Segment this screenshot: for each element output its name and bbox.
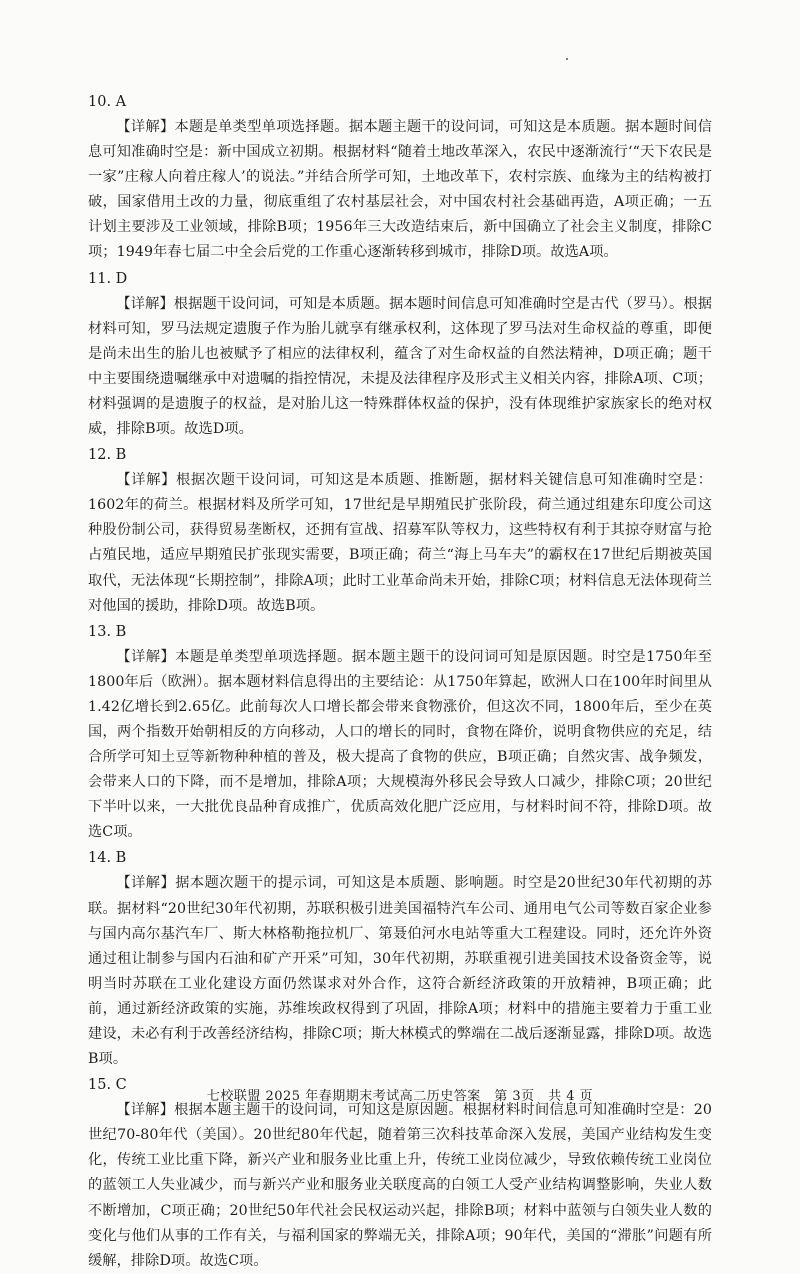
question-number: 12. B <box>88 447 127 464</box>
question-block <box>88 89 712 266</box>
question-number: 10. A <box>88 94 127 110</box>
page-footer: 七校联盟 2025 年春期期末考试高二历史答案 第 3页 共 4 页 <box>206 1089 594 1104</box>
question-number: 11. D <box>88 270 128 287</box>
question-block <box>88 442 712 619</box>
question-explanation: 【详解】本题是单类型单项选择题。据本题主题干的设问词可知是原因题。时空是1750年至1800年后（欧洲）。据本题材料信息得出的主要结论：从1750年算起，欧洲人口在100年时间里从1.42亿增长到2.65亿。此前每次人口增长都会带来食物涨价，但这次不同，1800年后，至少在英国，两个指数开始朝相反的方向移动，人口的增长的同时，食物在降价，说明食物供应的充足，结合所学可知土豆等新物种种植的普及，极大提高了食物的供应，B项正确；自然灾害、战争频发，会带来人口的下降，而不是增加，排除A项；大规模海外移民会导致人口减少，排除C项；20世纪下半叶以来，一大批优良品种育成推广，优质高效化肥广泛应用，与材料时间不符，排除D项。故选C项。 <box>88 648 712 841</box>
question-explanation: 【详解】本题是单类型单项选择题。据本题主题干的设问词，可知这是本质题。据本题时间信息可知准确时空是：新中国成立初期。根据材料“随着土地改革深入，农民中逐渐流行‘“天下农民是一家”庄稼人向着庄稼人’的说法。”并结合所学可知，土地改革下，农村宗族、血缘为主的结构被打破，国家借用土改的力量，彻底重组了农村基层社会，对中国农村社会基础再造，A项正确；一五计划主要涉及工业领域，排除B项；1956年三大改造结束后，新中国确立了社会主义制度，排除C项；1949年春七届二中全会后党的工作重心逐渐转移到城市，排除D项。故选A项。 <box>88 119 712 261</box>
question-block <box>88 845 712 1072</box>
question-block <box>88 619 712 846</box>
question-number: 13. B <box>88 623 127 640</box>
question-explanation: 【详解】根据题干设问词，可知是本质题。据本题时间信息可知准确时空是古代（罗马）。根据材料可知，罗马法规定遗腹子作为胎儿就享有继承权利，这体现了罗马法对生命权益的尊重，即便是尚未出生的胎儿也被赋予了相应的法律权利，蕴含了对生命权益的自然法精神，D项正确；题干中主要围绕遗嘱继承中对遗嘱的指控情况，未提及法律程序及形式主义相关内容，排除A项、C项；材料强调的是遗腹子的权益，是对胎儿这一特殊群体权益的保护，没有体现维护家族家长的绝对权威，排除B项。故选D项。 <box>88 295 712 438</box>
scan-speck <box>566 58 568 60</box>
question-number: 14. B <box>88 850 127 867</box>
question-explanation: 【详解】根据本题主题干的设问词，可知这是原因题。根据材料时间信息可知准确时空是：20世纪70-80年代（美国）。20世纪80年代起，随着第三次科技革命深入发展，美国产业结构发生变化，传统工业比重下降，新兴产业和服务业比重上升，传统工业岗位减少，导致依赖传统工业岗位的蓝领工人失业减少，而与新兴产业和服务业关联度高的白领工人受产业结构调整影响，失业人数不断增加，C项正确；20世纪50年代社会民权运动兴起，排除B项；材料中蓝领与白领失业人数的变化与他们从事的工作有关，与福利国家的弊端无关，排除A项；90年代，美国的“滞胀”问题有所缓解，排除D项。故选C项。 <box>88 1102 712 1269</box>
question-explanation: 【详解】据本题次题干的提示词，可知这是本质题、影响题。时空是20世纪30年代初期的苏联。据材料“20世纪30年代初期，苏联积极引进美国福特汽车公司、通用电气公司等数百家企业参与国内高尔基汽车厂、斯大林格勒拖拉机厂、第聂伯河水电站等重大工程建设。同时，还允许外资通过租让制参与国内石油和矿产开采”可知，30年代初期，苏联重视引进美国技术设备资金等，说明当时苏联在工业化建设方面仍然谋求对外合作，这符合新经济政策的开放精神，B项正确；此前，通过新经济政策的实施，苏维埃政权得到了巩固，排除A项；材料中的措施主要着力于重工业建设，未必有利于改善经济结构，排除C项；斯大林模式的弊端在二战后逐渐显露，排除D项。故选B项。 <box>88 875 712 1068</box>
question-number: 15. C <box>88 1077 127 1094</box>
question-explanation: 【详解】根据次题干设问词，可知这是本质题、推断题，据材料关键信息可知准确时空是：1602年的荷兰。根据材料及所学可知，17世纪是早期殖民扩张阶段，荷兰通过组建东印度公司这种股份制公司，获得贸易垄断权，还拥有宣战、招募军队等权力，这些特权有利于其掠夺财富与抢占殖民地，适应早期殖民扩张现实需要，B项正确；荷兰“海上马车夫”的霸权在17世纪后期被英国取代，无法体现“长期控制”，排除A项；此时工业革命尚未开始，排除C项；材料信息无法体现荷兰对他国的援助，排除D项。故选B项。 <box>88 472 712 614</box>
question-block <box>88 266 712 443</box>
